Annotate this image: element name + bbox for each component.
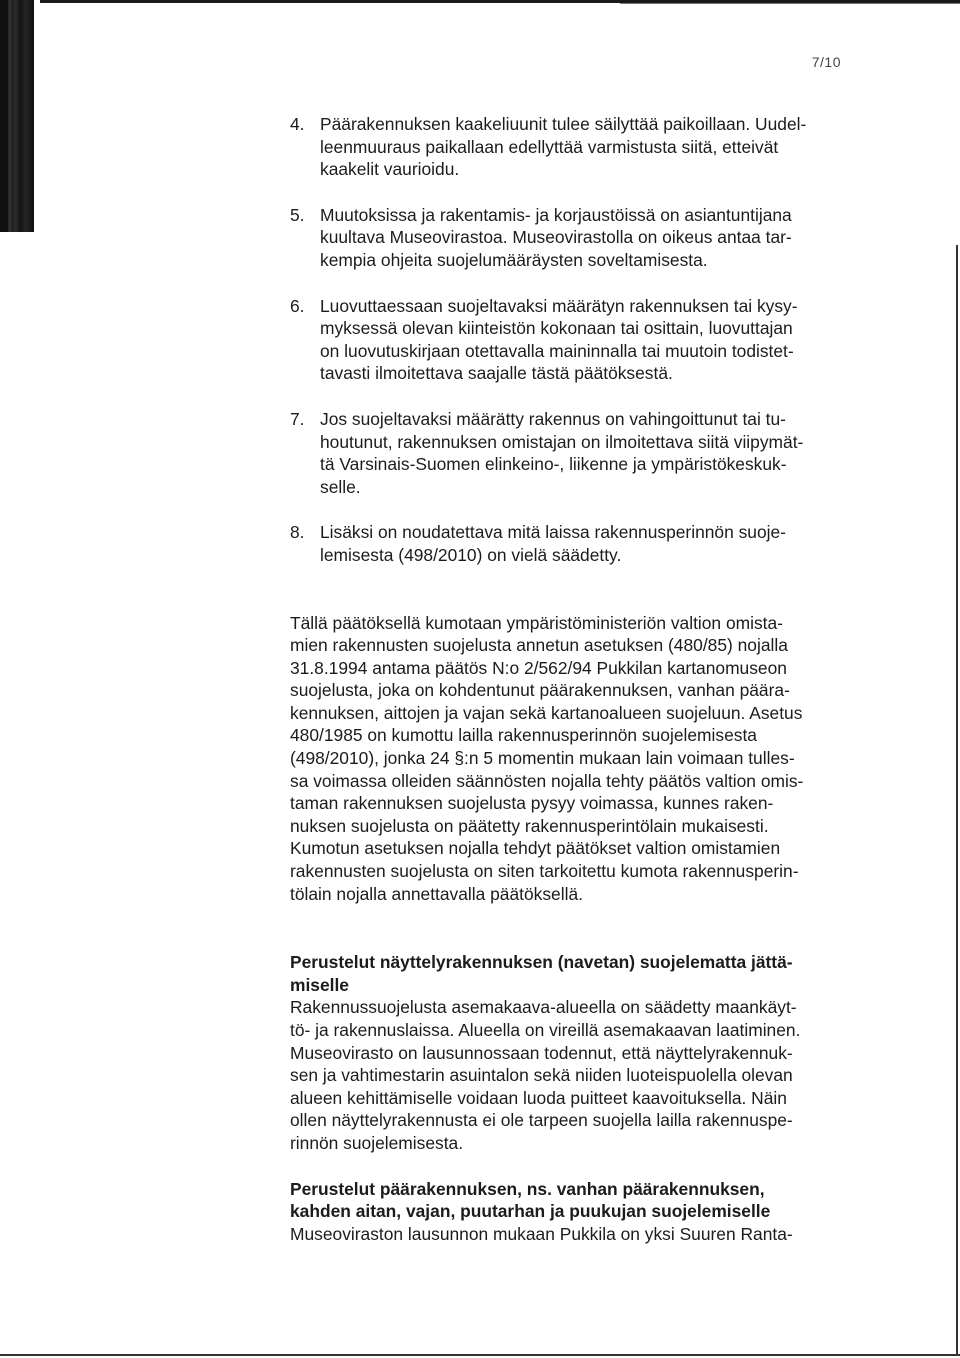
list-text: Lisäksi on noudatettava mitä laissa rakennusperinnön suoje- lemisesta (498/2010) on vielä säädetty. bbox=[320, 522, 786, 565]
list-number: 7. bbox=[290, 408, 305, 429]
list-item-6 bbox=[290, 295, 875, 385]
scan-right-border bbox=[956, 245, 958, 1355]
list-number: 8. bbox=[290, 522, 305, 543]
list-text: Jos suojeltavaksi määrätty rakennus on vahingoittunut tai tu- houtunut, rakennuksen omistajan on ilmoitettava siitä viipymät- tä Varsinais-Suomen elinkeino-, liikenne ja ympäristökeskuk- selle. bbox=[320, 408, 804, 497]
list-text: Muutoksissa ja rakentamis- ja korjaustöissä on asiantuntijana kuultava Museovirastoa. Museovirastolla on oikeus antaa tar- kempia ohjeita suojelumääräysten soveltamisesta. bbox=[320, 204, 792, 270]
list-number: 5. bbox=[290, 204, 305, 225]
section-body-exhibition-building: Rakennussuojelusta asemakaava-alueella on säädetty maankäyt- tö- ja rakennuslaissa. Alueella on vireillä asemakaavan laatiminen. Museovirasto on lausunnossaan todennut, että näyttelyrakennuk- sen ja vahtimestarin asuintalon sekä niiden luoteispuolella olevan alueen kehittämiselle voidaan luoda puitteet kaavoituksella. Näin ollen näyttelyrakennusta ei ole tarpeen suojella lailla rakennuspe- rinnön suojelemisesta. bbox=[290, 997, 801, 1153]
scan-edge-mark bbox=[0, 0, 34, 232]
repeal-paragraph: Tällä päätöksellä kumotaan ympäristöministeriön valtion omista- mien rakennusten suojelusta annetun asetuksen (480/85) nojalla 31.8.1994 antama päätös N:o 2/562/94 Pukkilan kartanomuseon suojelusta, joka on kohdentunut päärakennuksen, vanhan päära- kennuksen, aittojen ja vajan sekä kartanoalueen suojeluun. Asetus 480/1985 on kumottu lailla rakennusperinnön suojelemisesta (498/2010), jonka 24 §:n 5 momentin mukaan lain voimaan tulles- sa voimassa olleiden säännösten nojalla tehty päätös valtion omis- taman rakennuksen suojelusta pysyy voimassa, kunnes raken- nuksen suojelusta on päätetty rakennusperintölain mukaisesti. Kumotun asetuksen nojalla tehdyt päätökset valtion omistamien rakennusten suojelusta on siten tarkoitettu kumota rakennusperin- tölain nojalla annettavalla päätöksellä. bbox=[290, 612, 804, 904]
page-number: 7/10 bbox=[811, 54, 841, 70]
section-heading-main-building: Perustelut päärakennuksen, ns. vanhan päärakennuksen, kahden aitan, vajan, puutarhan ja puukujan suojelemiselle bbox=[290, 1178, 771, 1222]
section-body-main-building: Museoviraston lausunnon mukaan Pukkila on yksi Suuren Ranta- bbox=[290, 1223, 793, 1244]
list-item-7 bbox=[290, 408, 875, 498]
scan-bottom-border bbox=[0, 1354, 960, 1356]
list-item-8 bbox=[290, 521, 875, 566]
list-text: Luovuttaessaan suojeltavaksi määrätyn rakennuksen tai kysy- myksessä olevan kiinteistön kokonaan tai osittain, luovuttajan on luovutuskirjaan otettavalla maininnalla tai muutoin todistet- tavasti ilmoitettava saajalle tästä päätöksestä. bbox=[320, 295, 798, 384]
list-number: 6. bbox=[290, 295, 305, 316]
list-text: Päärakennuksen kaakeliuunit tulee säilyttää paikoillaan. Uudel- leenmuuraus paikallaan edellyttää varmistusta siitä, etteivät kaakelit vaurioidu. bbox=[320, 114, 807, 180]
section-heading-exhibition-building: Perustelut näyttelyrakennuksen (navetan) suojelematta jättä- miselle bbox=[290, 952, 793, 995]
list-number: 4. bbox=[290, 114, 305, 134]
document-body bbox=[290, 113, 875, 1245]
scan-top-border-secondary bbox=[620, 3, 960, 4]
list-item-4 bbox=[290, 113, 875, 181]
list-item-5 bbox=[290, 204, 875, 272]
